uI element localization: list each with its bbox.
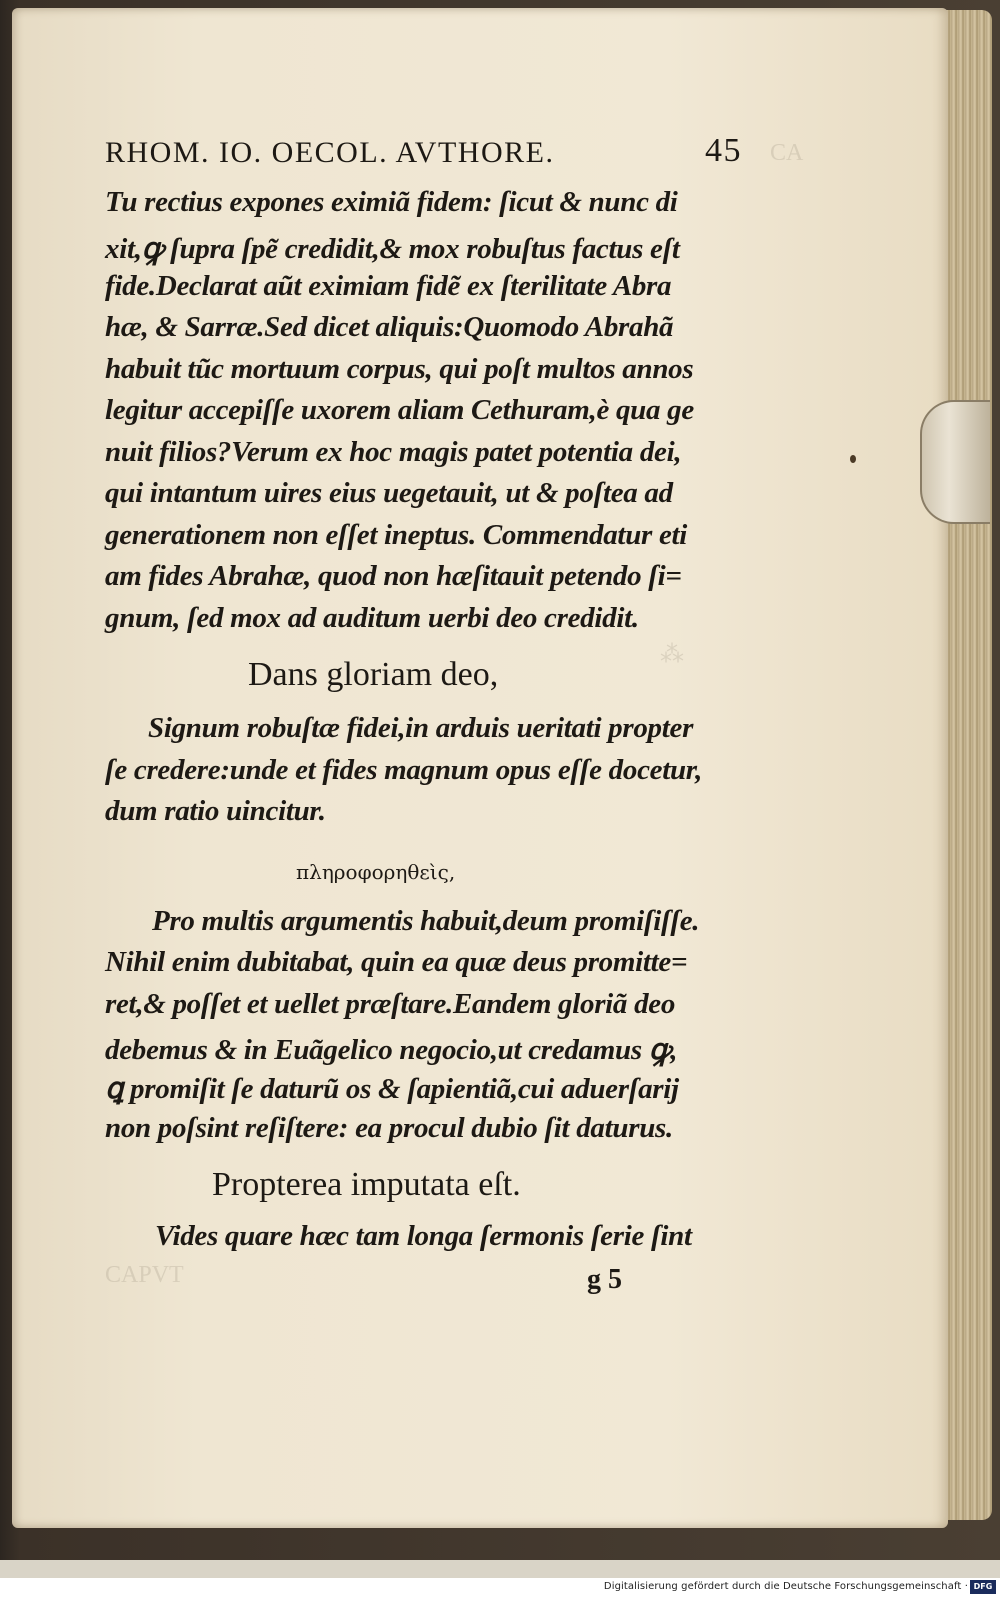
text-line: legitur accepiſſe uxorem aliam Cethuram,è qua ge: [105, 394, 694, 426]
dfg-logo: DFG: [970, 1580, 996, 1594]
signature-mark: g 5: [587, 1264, 622, 1295]
book-clasp: [920, 400, 990, 524]
bleed-through: ⁂: [660, 642, 684, 668]
text-line: ꝗ promiſit ſe daturũ os & ſapientiã,cui aduerſarij: [105, 1073, 679, 1105]
text-line: habuit tũc mortuum corpus, qui poſt multos annos: [105, 353, 694, 385]
page-number: 45: [705, 132, 742, 169]
text-line: Signum robuſtæ fidei,in arduis ueritati propter: [148, 712, 694, 744]
text-line: ret,& poſſet et uellet præſtare.Eandem gloriã deo: [105, 988, 676, 1020]
running-head: [105, 132, 745, 170]
text-line: non poſsint reſiſtere: ea procul dubio ſit daturus.: [105, 1112, 673, 1144]
text-line: dum ratio uincitur.: [105, 795, 326, 827]
text-line: fide.Declarat aũt eximiam fidẽ ex ſterilitate Abra: [105, 270, 672, 302]
greek-lemma: πληροφορηθεὶς,: [296, 860, 456, 884]
bleed-through: CAPVT: [105, 1262, 184, 1288]
running-head-title: RHOM. IO. OECOL. AVTHORE.: [105, 136, 555, 169]
text-line: Tu rectius expones eximiã fidem: ſicut & nunc di: [105, 186, 678, 218]
text-line: hæ, & Sarræ.Sed dicet aliquis:Quomodo Abrahã: [105, 311, 674, 343]
text-line: debemus & in Euãgelico negocio,ut credamus ꝙ,: [105, 1034, 678, 1066]
bleed-through: CA: [770, 140, 804, 166]
text-line: Vides quare hæc tam longa ſermonis ſerie ſint: [155, 1220, 692, 1252]
ink-spot: [850, 455, 856, 463]
text-line: am fides Abrahæ, quod non hæſitauit petendo ſi=: [105, 560, 682, 592]
lemma-heading: Dans gloriam deo,: [248, 656, 499, 693]
funding-credit: Digitalisierung gefördert durch die Deutsche Forschungsgemeinschaft ·: [603, 1581, 968, 1592]
text-line: ſe credere:unde et fides magnum opus eſſe docetur,: [105, 754, 703, 786]
text-line: Pro multis argumentis habuit,deum promiſiſſe.: [152, 905, 700, 937]
text-line: qui intantum uires eius uegetauit, ut & poſtea ad: [105, 477, 673, 509]
text-line: gnum, ſed mox ad auditum uerbi deo credidit.: [105, 602, 639, 634]
text-line: nuit filios?Verum ex hoc magis patet potentia dei,: [105, 436, 682, 468]
text-line: xit,ꝙ ſupra ſpẽ credidit,& mox robuſtus factus eſt: [105, 233, 680, 265]
text-line: generationem non eſſet ineptus. Commendatur eti: [105, 519, 688, 551]
text-line: Nihil enim dubitabat, quin ea quæ deus promitte=: [105, 946, 688, 978]
lemma-heading: Propterea imputata eſt.: [212, 1166, 521, 1203]
